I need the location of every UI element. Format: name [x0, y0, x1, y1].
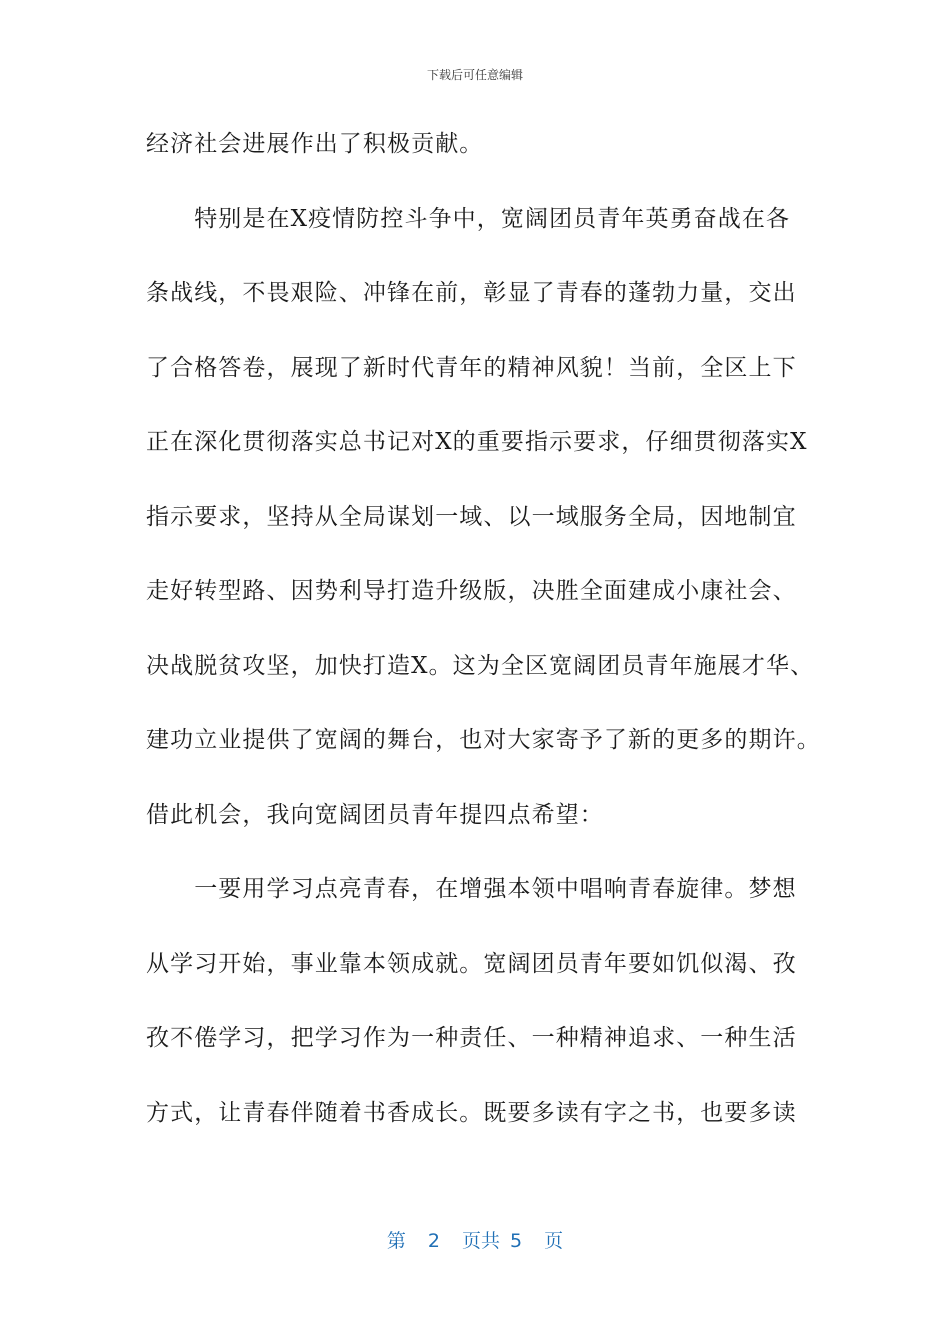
document-body [146, 124, 821, 1167]
text-line: 方式，让青春伴随着书香成长。既要多读有字之书，也要多读 [146, 1099, 797, 1126]
text-line: 特别是在X疫情防控斗争中，宽阔团员青年英勇奋战在各 [146, 205, 791, 232]
page-suffix: 页 [544, 1230, 564, 1252]
text-line: 孜不倦学习，把学习作为一种责任、一种精神追求、一种生活 [146, 1025, 797, 1051]
page-footer [0, 1226, 950, 1253]
current-page-number: 2 [427, 1230, 440, 1252]
page-header-note: 下载后可任意编辑 [426, 68, 523, 82]
page-mid: 页共 [461, 1230, 500, 1252]
text-line: 从学习开始，事业靠本领成就。宽阔团员青年要如饥似渴、孜 [146, 950, 797, 977]
text-line: 走好转型路、因势利导打造升级版，决胜全面建成小康社会、 [146, 578, 797, 604]
total-pages-number: 5 [510, 1230, 523, 1252]
text-line: 正在深化贯彻落实总书记对X的重要指示要求，仔细贯彻落实X [146, 429, 808, 455]
text-line: 条战线，不畏艰险、冲锋在前，彰显了青春的蓬勃力量，交出 [146, 280, 797, 306]
text-line: 指示要求，坚持从全局谋划一域、以一域服务全局，因地制宜 [146, 503, 797, 530]
page-prefix: 第 [386, 1230, 406, 1252]
text-line: 经济社会进展作出了积极贡献。 [146, 131, 484, 157]
text-line: 建功立业提供了宽阔的舞台，也对大家寄予了新的更多的期许。 [146, 727, 821, 753]
text-line: 一要用学习点亮青春，在增强本领中唱响青春旋律。梦想 [146, 876, 797, 902]
text-line: 了合格答卷，展现了新时代青年的精神风貌！当前，全区上下 [146, 354, 797, 381]
text-line: 决战脱贫攻坚，加快打造X。这为全区宽阔团员青年施展才华、 [146, 652, 815, 679]
text-line: 借此机会，我向宽阔团员青年提四点希望： [146, 801, 604, 828]
